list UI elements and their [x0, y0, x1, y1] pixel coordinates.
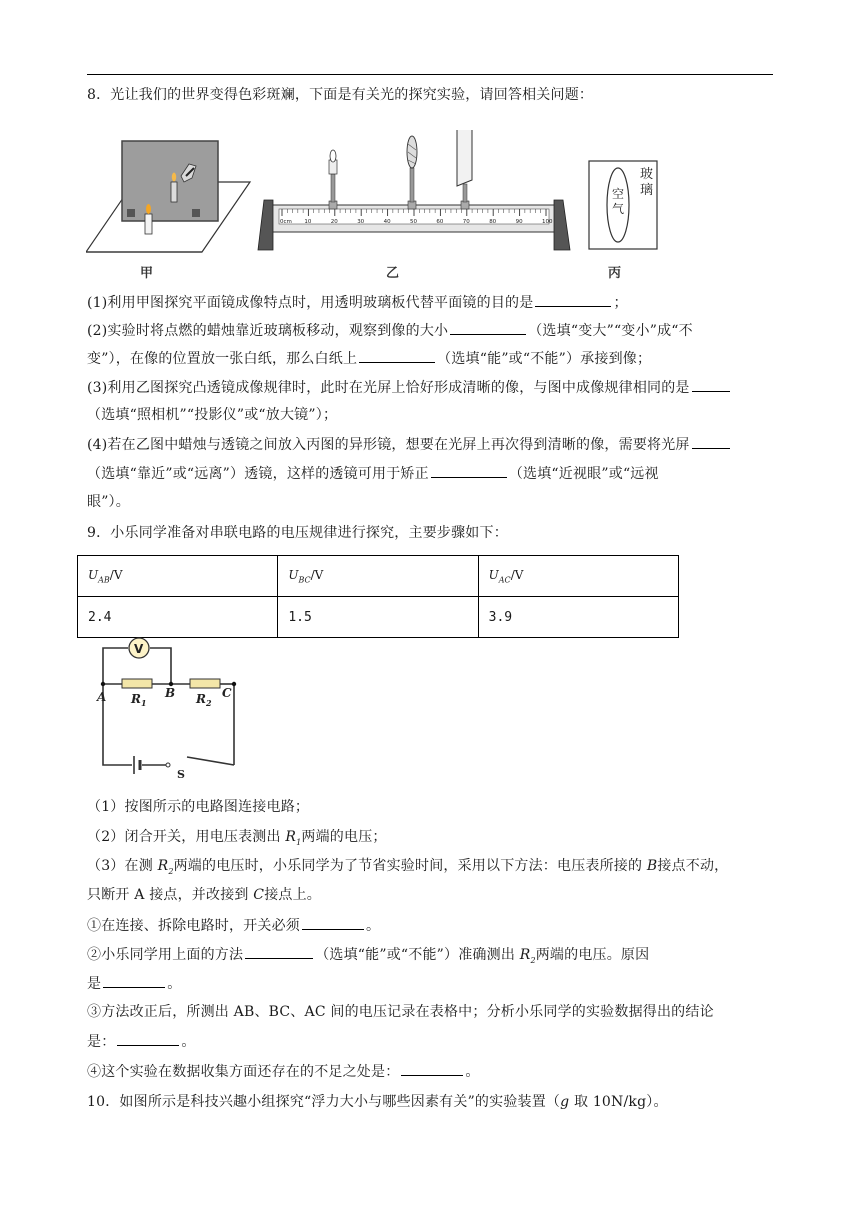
answer-blank[interactable]	[692, 377, 730, 392]
q8-stem: 8．光让我们的世界变得色彩斑斓，下面是有关光的探究实验，请回答相关问题：	[87, 87, 594, 103]
q9-c2-line2: 是 。	[87, 973, 181, 994]
ruler-tick-label: 30	[357, 219, 365, 225]
answer-blank[interactable]	[431, 463, 507, 478]
answer-blank[interactable]	[103, 973, 165, 988]
header-uab: $U_{AB}/V$	[78, 556, 278, 597]
q9-step1: （1）按图所示的电路图连接电路；	[87, 799, 310, 815]
ruler-tick-label: 20	[330, 219, 338, 225]
fig-label-jia: 甲	[140, 266, 154, 281]
answer-blank[interactable]	[450, 320, 526, 335]
q9-step3-line2: 只断开 A 接点，并改接到 C接点上。	[87, 887, 321, 903]
glass-label-1: 玻璃	[640, 167, 654, 198]
q8-sub4-line3: 眼”）。	[87, 494, 130, 510]
ruler-tick-label: 90	[515, 219, 523, 225]
q8-sub2-line2: 变”），在像的位置放一张白纸，那么白纸上 （选填“能”或“不能”）承接到像；	[87, 348, 651, 369]
node-a-label: A	[97, 690, 107, 704]
fig-jia-plane-mirror	[86, 141, 250, 252]
voltage-table	[77, 555, 679, 638]
ruler-tick-label: 60	[436, 219, 444, 225]
q10-stem: 10．如图所示是科技兴趣小组探究“浮力大小与哪些因素有关”的实验装置（g 取 10N/kg）。	[87, 1094, 668, 1110]
answer-blank[interactable]	[359, 348, 435, 363]
voltmeter-label: V	[134, 642, 144, 656]
fig-bing-special-lens	[589, 161, 657, 249]
fig-label-bing: 丙	[608, 266, 622, 281]
q8-figures	[86, 130, 776, 282]
q9-c3-line2: 是： 。	[87, 1031, 196, 1052]
node-b-label: B	[165, 686, 176, 700]
q9-c1: ①在连接、拆除电路时，开关必须 。	[87, 915, 380, 936]
fig-label-yi: 乙	[386, 266, 400, 281]
ruler-tick-label: 10	[304, 219, 312, 225]
r1-label: $R_1$	[131, 692, 147, 708]
answer-blank[interactable]	[302, 915, 364, 930]
header-ubc: $U_{BC}/V$	[278, 556, 478, 597]
ruler-tick-label: 80	[489, 219, 497, 225]
ruler-tick-label: 100	[542, 219, 553, 225]
r2-label: $R_2$	[196, 692, 212, 708]
q8-sub4-line1: (4)若在乙图中蜡烛与透镜之间放入丙图的异形镜，想要在光屏上再次得到清晰的像，需要将光屏	[87, 434, 732, 455]
table-row	[78, 597, 679, 638]
answer-blank[interactable]	[535, 292, 611, 307]
circuit-diagram	[84, 634, 244, 780]
header-uac: $U_{AC}/V$	[478, 556, 678, 597]
q8-sub1: (1)利用甲图探究平面镜成像特点时，用透明玻璃板代替平面镜的目的是 ；	[87, 292, 628, 313]
value-uab: 2.4	[78, 597, 278, 638]
answer-blank[interactable]	[117, 1031, 179, 1046]
answer-blank[interactable]	[692, 434, 730, 449]
q9-step2: （2）闭合开关，用电压表测出 $R_1$两端的电压；	[87, 829, 387, 847]
q8-sub2-line1: (2)实验时将点燃的蜡烛靠近玻璃板移动，观察到像的大小 （选填“变大”“变小”成“不	[87, 320, 693, 341]
air-label: 空气	[612, 187, 625, 216]
value-uac: 3.9	[478, 597, 678, 638]
q9-stem: 9．小乐同学准备对串联电路的电压规律进行探究，主要步骤如下：	[87, 525, 508, 541]
q8-sub4-line2: （选填“靠近”或“远离”）透镜，这样的透镜可用于矫正 （选填“近视眼”或“远视	[87, 463, 659, 484]
fig-yi-optical-bench	[258, 130, 570, 250]
ruler-tick-label: 40	[383, 219, 391, 225]
switch-icon	[166, 763, 170, 767]
resistor-r2-icon	[190, 679, 220, 688]
q9-c2-line1: ②小乐同学用上面的方法 （选填“能”或“不能”）准确测出 $R_2$两端的电压。原因	[87, 944, 649, 971]
table-header-row	[78, 556, 679, 597]
answer-blank[interactable]	[245, 944, 313, 959]
q9-c3-line1: ③方法改正后，所测出 AB、BC、AC 间的电压记录在表格中；分析小乐同学的实验数据得出的结论	[87, 1004, 714, 1020]
ruler-tick-label: 50	[410, 219, 417, 225]
resistor-r1-icon	[122, 679, 152, 688]
q8-sub3-line1: (3)利用乙图探究凸透镜成像规律时，此时在光屏上恰好形成清晰的像，与图中成像规律相同的是	[87, 377, 732, 398]
q9-step3-line1: （3）在测 $R_2$两端的电压时，小乐同学为了节省实验时间，采用以下方法：电压表所接的 B接点不动，	[87, 858, 729, 876]
answer-blank[interactable]	[401, 1061, 463, 1076]
q9-c4: ④这个实验在数据收集方面还存在的不足之处是： 。	[87, 1061, 480, 1082]
top-rule	[87, 74, 773, 75]
q8-sub3-line2: （选填“照相机”“投影仪”或“放大镜”）；	[87, 407, 338, 423]
value-ubc: 1.5	[278, 597, 478, 638]
switch-label: S	[177, 768, 185, 780]
ruler-tick-label: 0cm	[280, 219, 292, 225]
ruler-tick-label: 70	[462, 219, 470, 225]
battery-icon	[134, 756, 140, 774]
node-c-label: C	[222, 686, 232, 700]
